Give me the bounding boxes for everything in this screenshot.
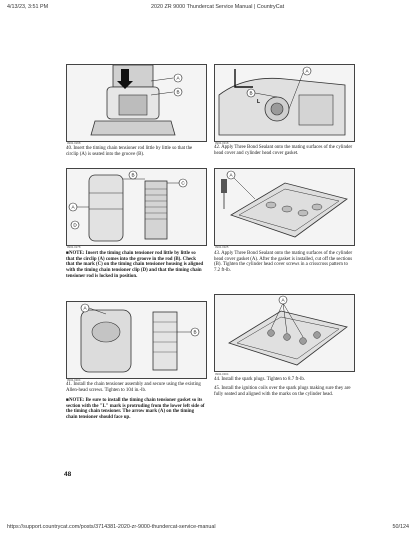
callout-a: A bbox=[176, 75, 180, 81]
callout-b: B bbox=[193, 329, 197, 335]
note-tensioner-rod: ■NOTE: Insert the timing chain tensioner rod little by little so that the circlip (A) comes into the groove in the rod (B). Check that the mark (C) on the timing chain tensioner housing is aligned with the timing chain tensioner clip (D) and that the timing chain tensioner rod is locked in position. bbox=[66, 251, 204, 279]
step-40: 40. Insert the timing chain tensioner rod little by little so that the circlip (A) is seated into the groove (B). bbox=[66, 146, 193, 157]
figure-tensioner-marks bbox=[66, 168, 207, 246]
callout-b: B bbox=[249, 90, 253, 96]
callout-a: A bbox=[71, 204, 75, 210]
step-45: 45. Install the ignition coils over the spark plugs making sure they are fully seated and aligned with the marks on the cylinder head. bbox=[214, 386, 351, 397]
figure-id: 0902-0304 bbox=[67, 378, 81, 382]
print-url: https://support.countrycat.com/posts/3714381-2020-zr-9000-thundercat-service-manual bbox=[7, 524, 216, 530]
callout-c: C bbox=[181, 180, 185, 186]
figure-head-cover-gasket bbox=[214, 168, 355, 246]
figure-spark-plugs bbox=[214, 294, 355, 372]
figure-id: 0902-0278 bbox=[67, 245, 81, 249]
page-number: 48 bbox=[64, 471, 72, 478]
figure-id: 0902-0318 bbox=[215, 141, 229, 145]
figure-head-cover-sealant bbox=[214, 64, 355, 142]
step-41: 41. Install the chain tensioner assembly and secure using the existing Allen-head screws. Tighten to 104 in.-lb. bbox=[66, 382, 201, 393]
callout-a: A bbox=[83, 305, 87, 311]
print-date: 4/13/23, 3:51 PM bbox=[7, 4, 49, 10]
figure-id: 0902-0304 bbox=[215, 372, 229, 376]
step-44: 44. Install the spark plugs. Tighten to 8.7 ft-lb. bbox=[214, 377, 306, 382]
callout-a: A bbox=[305, 68, 309, 74]
callout-l: L bbox=[257, 99, 261, 105]
callout-b: B bbox=[176, 89, 180, 95]
step-42: 42. Apply Three Bond Sealant onto the mating surfaces of the cylinder head cover and cylinder head cover gasket. bbox=[214, 145, 353, 156]
figure-id: 0902-0268 bbox=[67, 141, 81, 145]
callout-a: A bbox=[229, 172, 233, 178]
callout-a: A bbox=[281, 297, 285, 303]
callout-b: B bbox=[131, 172, 135, 178]
print-page-count: 50/124 bbox=[392, 524, 409, 530]
note-tensioner-gasket: ■NOTE: Be sure to install the timing chain tensioner gasket so its section with the "L" mark is protruding from the lower left side of the timing chain tensioner. The arrow mark (A) on the timing chain tensioner should face up. bbox=[66, 398, 205, 421]
print-title: 2020 ZR 9000 Thundercat Service Manual | CountryCat bbox=[151, 4, 285, 10]
figure-tensioner-gasket bbox=[66, 301, 207, 379]
figure-id: 0902-0325 bbox=[215, 245, 229, 249]
figure-tensioner-rod bbox=[66, 64, 207, 142]
callout-d: D bbox=[73, 222, 77, 228]
step-43: 43. Apply Three Bond Sealant onto the mating surfaces of the cylinder head cover gasket (A). After the gasket is installed, cut off the sections (B). Tighten the cylinder head cover screws in a crisscross pattern to 7.2 ft-lb. bbox=[214, 251, 353, 274]
